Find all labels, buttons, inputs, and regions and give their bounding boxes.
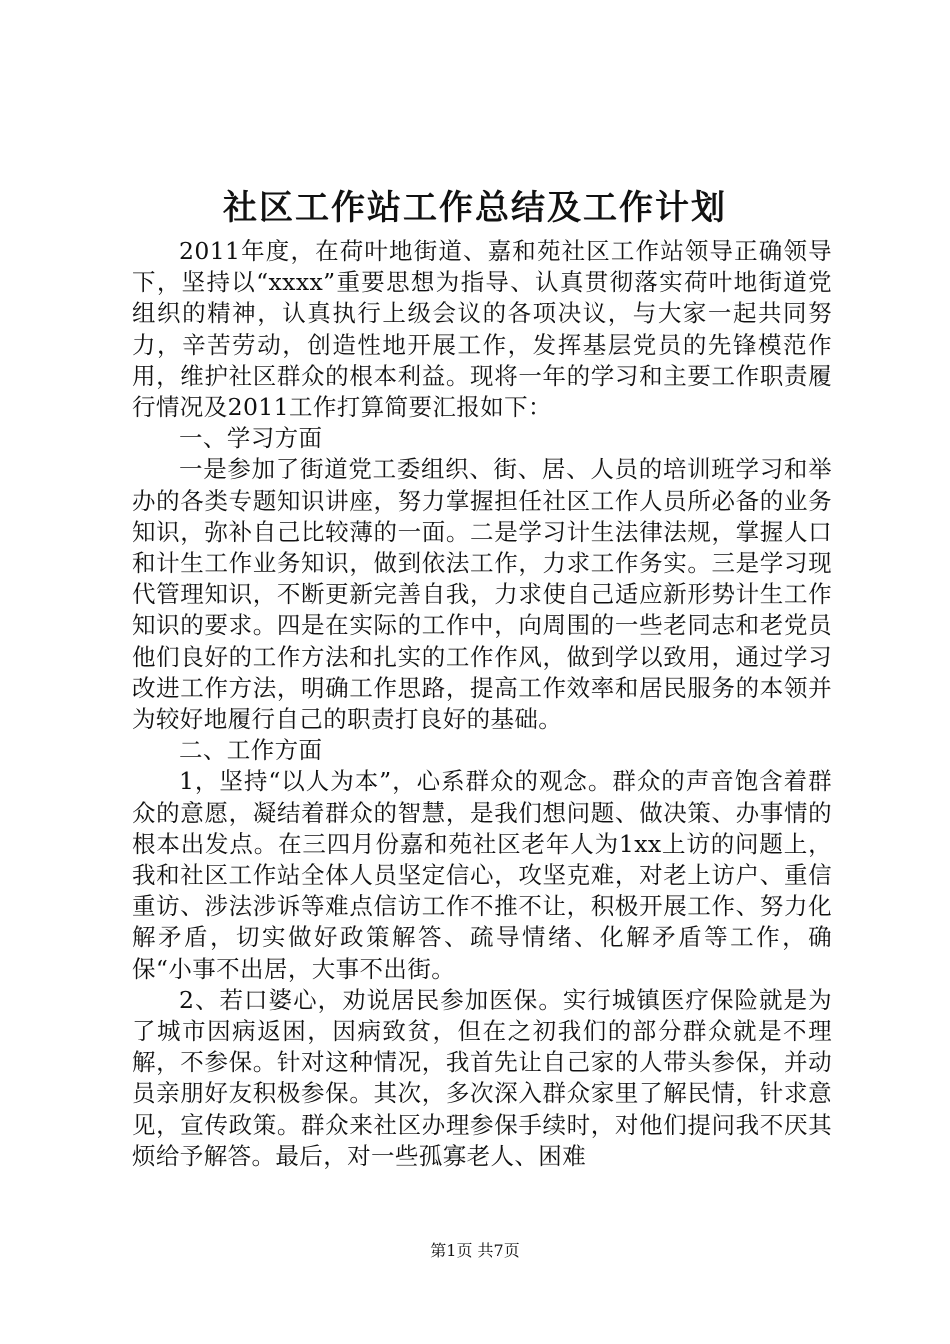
page-number-footer: 第1页 共7页 <box>430 1241 520 1260</box>
document-title: 社区工作站工作总结及工作计划 <box>223 188 727 228</box>
document-body <box>132 236 832 1172</box>
section-heading-study: 一、学习方面 <box>179 424 323 453</box>
intro-paragraph: 2011年度，在荷叶地街道、嘉和苑社区工作站领导正确领导下，坚持以“xxxx”重要思想为指导、认真贯彻落实荷叶地街道党组织的精神，认真执行上级会议的各项决议，与大家一起共同努力，辛苦劳动，创造性地开展工作，发挥基层党员的先锋模范作用，维护社区群众的根本利益。现将一年的学习和主要工作职责履行情况及2011工作打算简要汇报如下： <box>132 237 832 422</box>
section-heading-work: 二、工作方面 <box>179 736 323 765</box>
work-paragraph-2: 2、若口婆心，劝说居民参加医保。实行城镇医疗保险就是为了城市因病返困，因病致贫，但在之初我们的部分群众就是不理解，不参保。针对这种情况，我首先让自己家的人带头参保，并动员亲朋好友积极参保。其次，多次深入群众家里了解民情，针求意见，宣传政策。群众来社区办理参保手续时，对他们提问我不厌其烦给予解答。最后，对一些孤寡老人、困难 <box>132 985 832 1170</box>
study-paragraph: 一是参加了街道党工委组织、街、居、人员的培训班学习和举办的各类专题知识讲座，努力掌握担任社区工作人员所必备的业务知识，弥补自己比较薄的一面。二是学习计生法律法规，掌握人口和计生工作业务知识，做到依法工作，力求工作务实。三是学习现代管理知识，不断更新完善自我，力求使自己适应新形势计生工作知识的要求。四是在实际的工作中，向周围的一些老同志和老党员他们良好的工作方法和扎实的工作作风，做到学以致用，通过学习改进工作方法，明确工作思路，提高工作效率和居民服务的本领并为较好地履行自己的职责打良好的基础。 <box>132 455 832 734</box>
work-paragraph-1: 1，坚持“以人为本”，心系群众的观念。群众的声音饱含着群众的意愿，凝结着群众的智慧，是我们想问题、做决策、办事情的根本出发点。在三四月份嘉和苑社区老年人为1xx上访的问题上，我和社区工作站全体人员坚定信心，攻坚克难，对老上访户、重信重访、涉法涉诉等难点信访工作不推不让，积极开展工作、努力化解矛盾，切实做好政策解答、疏导情绪、化解矛盾等工作，确保“小事不出居，大事不出街。 <box>132 767 832 983</box>
